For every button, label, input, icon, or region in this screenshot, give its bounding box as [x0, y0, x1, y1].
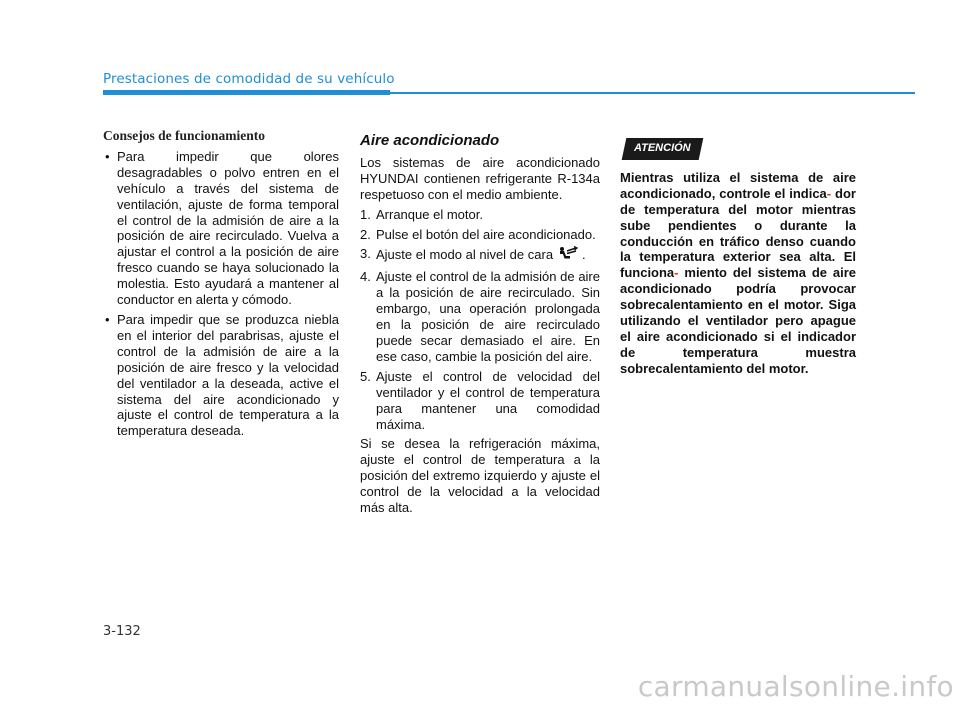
max-cooling-note: Si se desea la refrigeración máxima, ajuste el control de temperatura a la posición del extremo izquierdo y ajuste el control de la velocidad a la velocidad más alta. [360, 436, 600, 516]
page-number: 3-132 [103, 624, 141, 639]
step-number: 4. [360, 269, 371, 285]
face-vent-mode-icon [557, 246, 579, 265]
section-title: Prestaciones de comodidad de su vehículo [103, 71, 395, 87]
step-item [360, 246, 600, 265]
air-conditioning-intro: Los sistemas de aire acondicionado HYUNDAI contienen refrigerante R-134a respetuoso con el medio ambiente. [360, 154, 600, 202]
step-text: Ajuste el control de la admisión de aire a la posición de aire recirculado. Sin embargo, una operación prolongada en la posición de aire recirculado puede secar demasiado el aire. En ese caso, cambie la posición del aire. [376, 269, 600, 364]
caution-text-part: Mientras utiliza el sistema de aire acondicionado, controle el indica [620, 169, 856, 201]
header-accent-bar [103, 90, 390, 95]
header-rule [390, 92, 915, 94]
step-text: Ajuste el control de velocidad del ventilador y el control de temperatura para mantener una comodidad máxima. [376, 368, 600, 432]
caution-text [620, 170, 856, 377]
air-conditioning-heading: Aire acondicionado [360, 132, 500, 149]
step-item [360, 207, 600, 223]
column-operating-tips [103, 128, 339, 443]
tips-list [103, 149, 339, 439]
step-item [360, 227, 600, 243]
step-text: Pulse el botón del aire acondicionado. [376, 226, 596, 242]
steps-list [360, 207, 600, 433]
step-text: Ajuste el modo al nivel de cara [376, 247, 554, 263]
step-number: 3. [360, 246, 371, 262]
step-number: 1. [360, 206, 371, 222]
step-suffix: . [582, 247, 586, 263]
caution-hyphen: - [674, 265, 679, 281]
step-item [360, 269, 600, 364]
caution-hyphen: - [826, 185, 832, 201]
step-text: Arranque el motor. [376, 206, 483, 222]
column-air-conditioning [360, 133, 600, 520]
column-caution [620, 138, 856, 377]
caution-text-part: miento del sistema de aire acondicionado podría provocar sobrecalentamiento en el motor. Siga utilizando el ventilador pero apague el aire acondicionado si el indicador de temperatura muestra sobrecalentamiento del motor. [620, 265, 856, 376]
tip-item-fog: • Para impedir que se produzca niebla en el interior del parabrisas, ajuste el control de la admisión de aire a la posición de aire fresco y la velocidad del ventilador a la deseada, active el sistema del aire acondicionado y ajuste el control de temperatura a la temperatura deseada. [103, 312, 339, 439]
caution-badge-label: ATENCIÓN [634, 142, 691, 154]
caution-text-part: dor de temperatura del motor mientras sube pendientes o durante la conducción en tráfico denso cuando la temperatura exterior sea alta. El funciona [620, 185, 856, 281]
step-number: 5. [360, 368, 371, 384]
watermark: carmanualsonline.info [637, 670, 954, 703]
step-number: 2. [360, 226, 371, 242]
caution-badge [622, 138, 703, 160]
step-item [360, 369, 600, 433]
operating-tips-heading: Consejos de funcionamiento [103, 128, 266, 143]
tip-item-odor: • Para impedir que olores desagradables o polvo entren en el vehículo a través del sistema de ventilación, ajuste de forma temporal el control de la admisión de aire a la posición de aire recirculado. Vuelva a ajustar el control a la posición de aire fresco cuando se haya solucionado la molestia. Esto ayudará a mantener al conductor en alerta y cómodo. [103, 149, 339, 308]
